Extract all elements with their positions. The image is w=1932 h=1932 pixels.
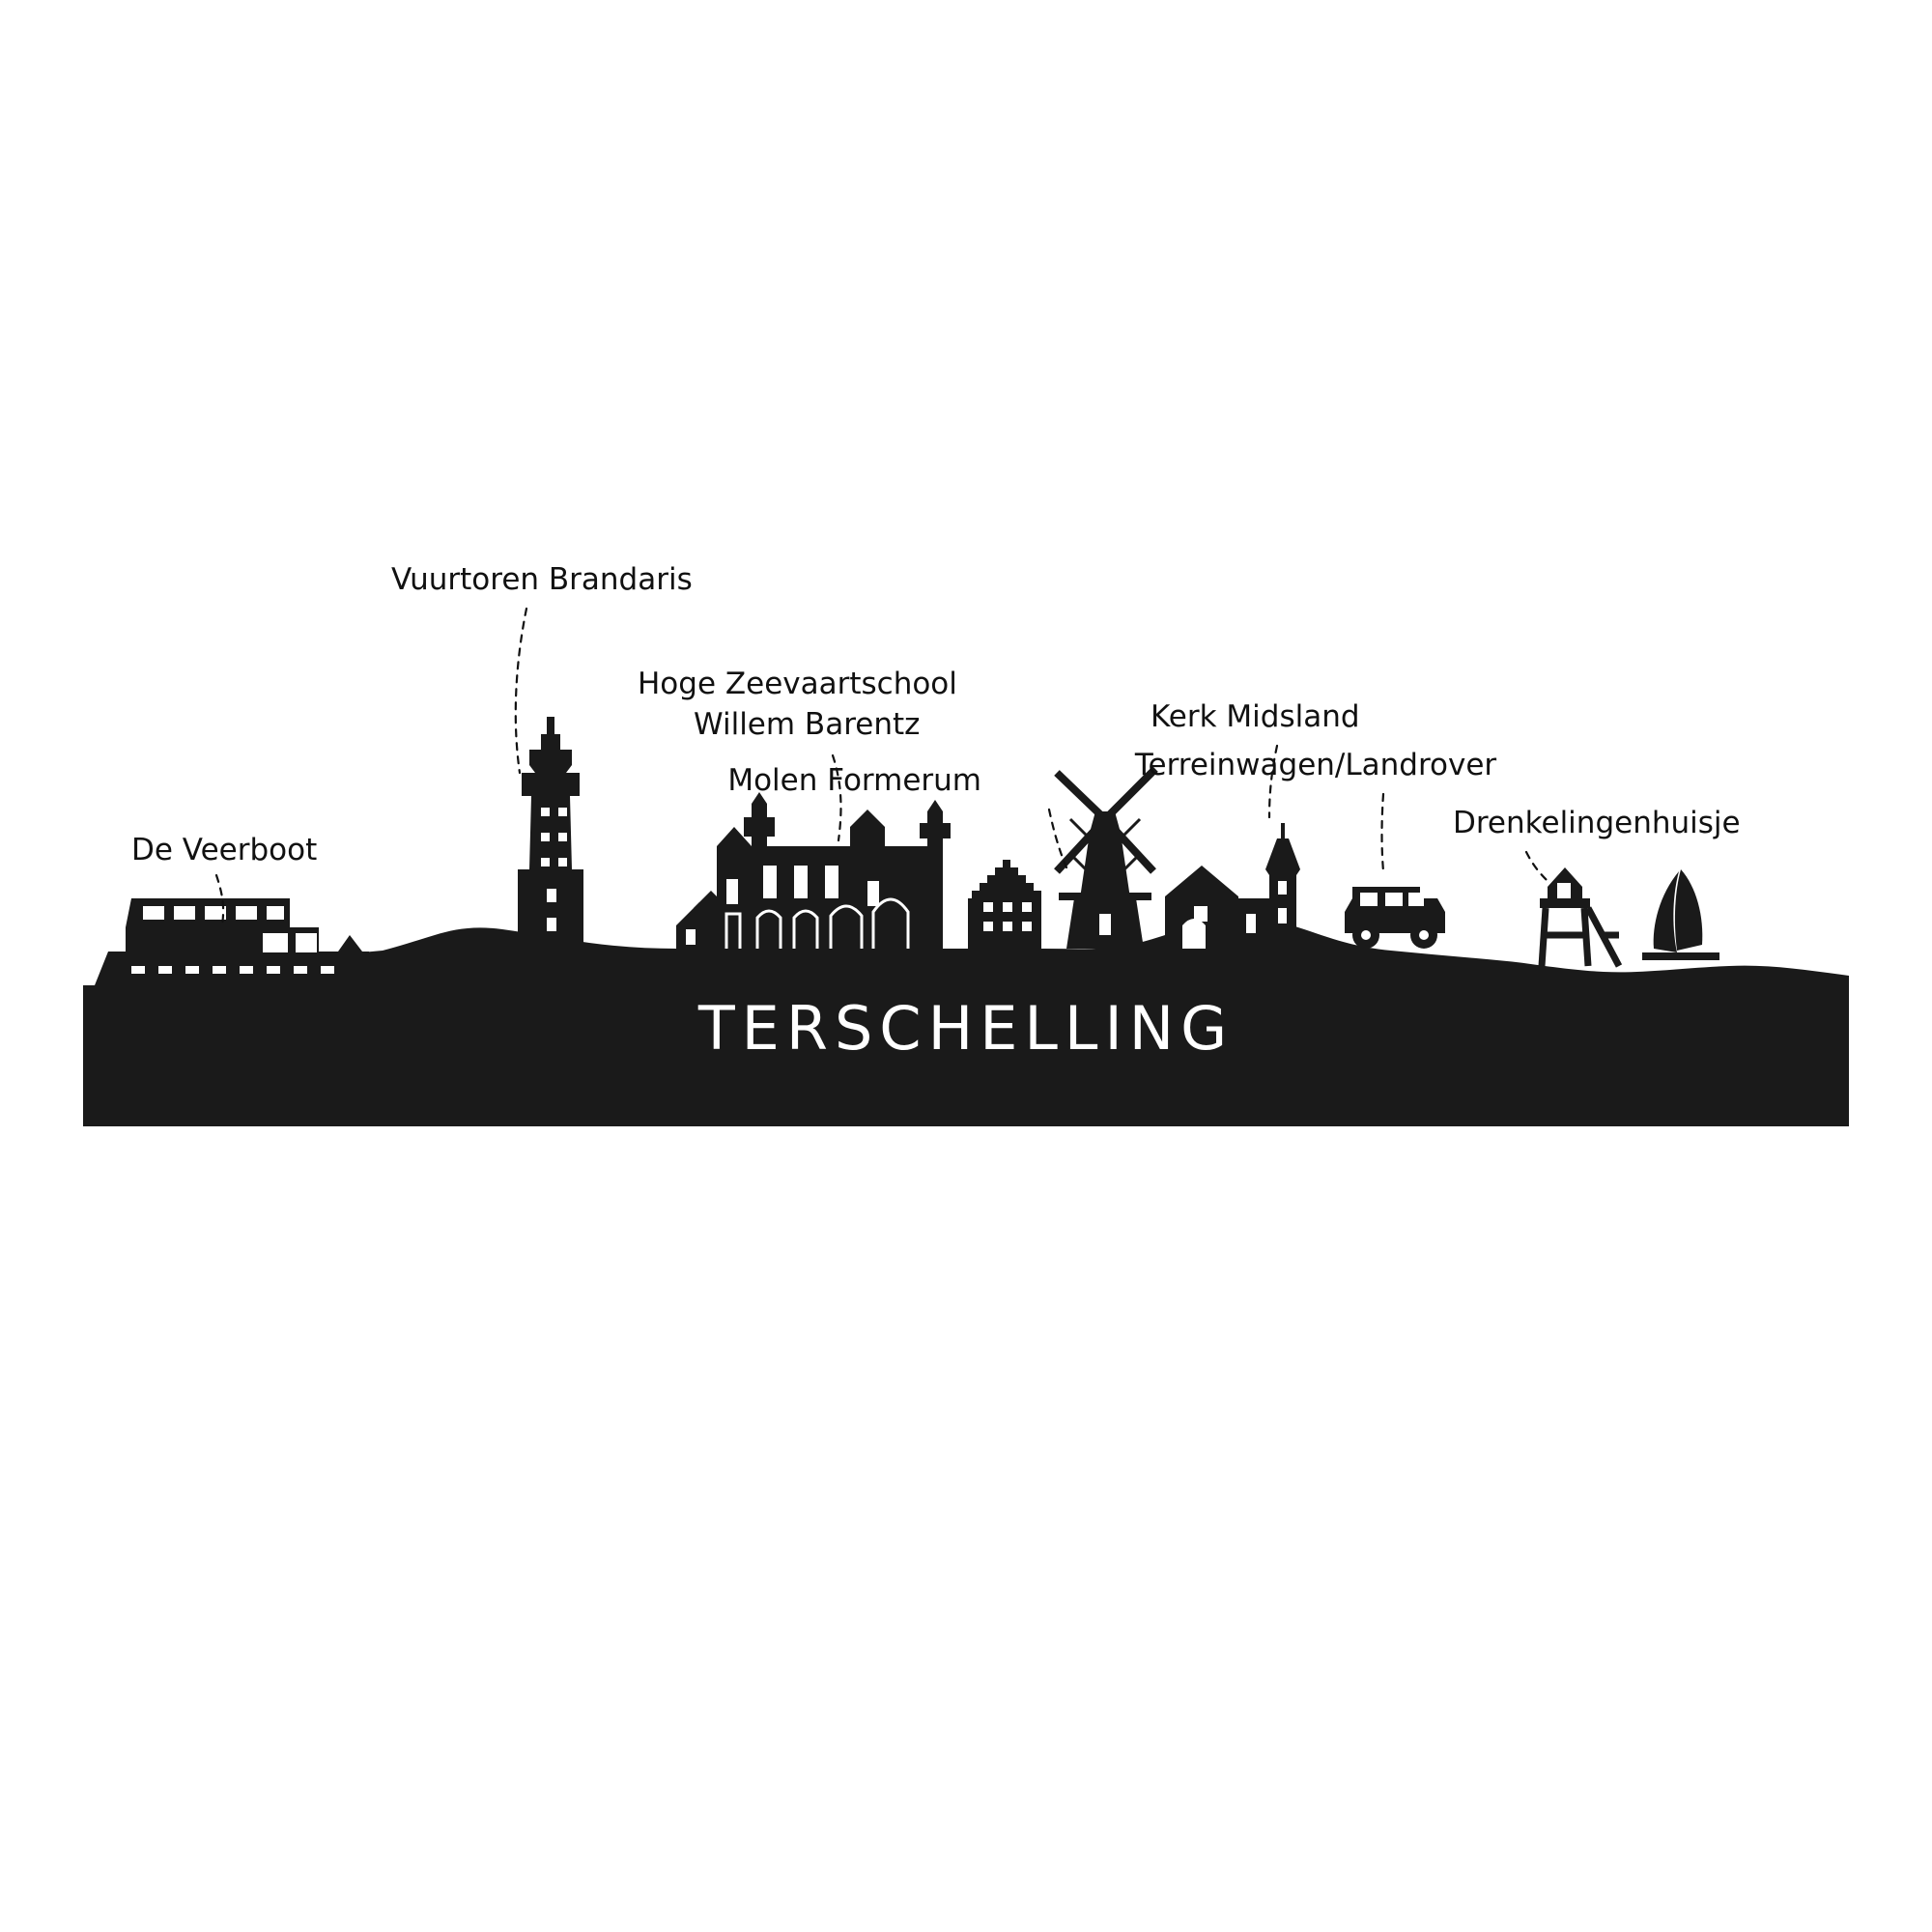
label-veerboot: De Veerboot bbox=[131, 833, 318, 867]
maritime-school-building bbox=[717, 792, 951, 949]
leader-drenkelingenhuisje bbox=[1526, 852, 1549, 883]
leader-terreinwagen bbox=[1382, 794, 1384, 871]
label-zeevaartschool-line2: Willem Barentz bbox=[694, 707, 921, 742]
label-zeevaartschool-line1: Hoge Zeevaartschool bbox=[638, 667, 957, 701]
label-molen: Molen Formerum bbox=[727, 763, 981, 798]
leader-brandaris bbox=[516, 609, 526, 773]
label-terreinwagen: Terreinwagen/Landrover bbox=[1134, 748, 1497, 782]
church-midsland bbox=[1165, 823, 1300, 949]
windsurfer-sail bbox=[1642, 869, 1719, 960]
windmill-formerum bbox=[1057, 769, 1155, 949]
label-kerk: Kerk Midsland bbox=[1151, 699, 1360, 734]
city-title: TERSCHELLING bbox=[697, 993, 1235, 1064]
stepped-gable-houses bbox=[968, 860, 1041, 949]
label-brandaris: Vuurtoren Brandaris bbox=[391, 562, 693, 597]
lighthouse-brandaris bbox=[518, 717, 583, 956]
ferry-boat bbox=[95, 898, 369, 985]
label-drenkelingenhuisje: Drenkelingenhuisje bbox=[1453, 806, 1741, 840]
land-rover-vehicle bbox=[1345, 887, 1445, 949]
rescue-hut bbox=[1540, 867, 1619, 966]
